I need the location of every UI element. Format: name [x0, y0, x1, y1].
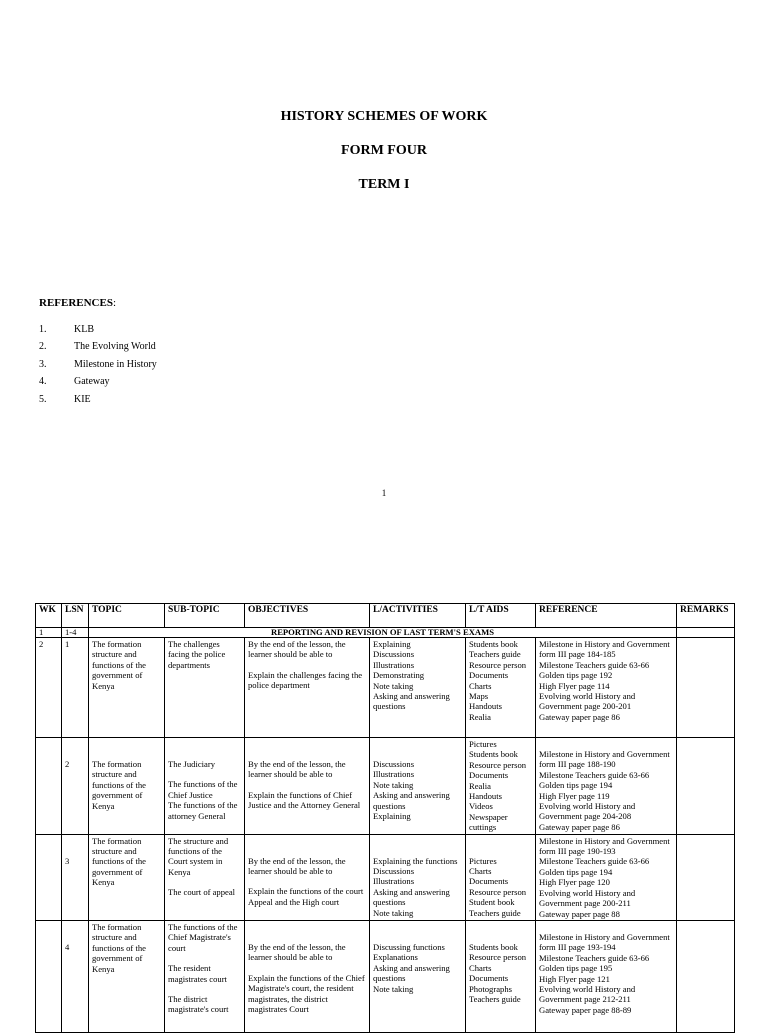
cell-activities: Discussions Illustrations Note taking Asking and answering questions Explaining	[370, 738, 466, 835]
table-row	[36, 920, 735, 1032]
term-title: TERM I	[358, 177, 410, 192]
cell-topic: The formation structure and functions of the government of Kenya	[89, 738, 165, 835]
header-aids: L/T AIDS	[466, 604, 536, 628]
cell-aids: Students book Resource person Charts Documents Photographs Teachers guide	[466, 920, 536, 1032]
cell-aids: Pictures Charts Documents Resource person Student book Teachers guide	[466, 834, 536, 920]
cell-objectives: By the end of the lesson, the learner should be able to Explain the functions of the Chief Magistrate's court, the resident magistrates, the district magistrates Court	[245, 920, 370, 1032]
cell-reference: Milestone in History and Government form III page 184-185 Milestone Teachers guide 63-66 Golden tips page 192 High Flyer page 114 Evolving world History and Government page 200-201 Gateway paper page 86	[536, 638, 677, 738]
cell-remarks	[677, 628, 735, 638]
page-number: 1	[381, 488, 387, 498]
table-row	[36, 738, 735, 835]
cell-aids: Pictures Students book Resource person Documents Realia Handouts Videos Newspaper cuttings	[466, 738, 536, 835]
cell-remarks	[677, 834, 735, 920]
references-heading: REFERENCES:	[39, 297, 117, 309]
cell-remarks	[677, 920, 735, 1032]
header-activities: L/ACTIVITIES	[370, 604, 466, 628]
cell-reference: Milestone in History and Government form III page 193-194 Milestone Teachers guide 63-66 Golden tips page 195 High Flyer page 121 Evolving world History and Government page 212-211 Gateway paper page 88-89	[536, 920, 677, 1032]
header-subtopic: SUB-TOPIC	[165, 604, 245, 628]
cell-wk: 1	[36, 628, 62, 638]
cell-activities: Discussing functions Explanations Asking and answering questions Note taking	[370, 920, 466, 1032]
cell-reference: Milestone in History and Government form III page 190-193 Milestone Teachers guide 63-66 Golden tips page 194 High Flyer page 120 Evolving world History and Government page 200-211 Gateway paper page 88	[536, 834, 677, 920]
cell-wk	[36, 738, 62, 835]
cell-reporting: REPORTING AND REVISION OF LAST TERM'S EXAMS	[89, 628, 677, 638]
form-title: FORM FOUR	[341, 143, 427, 158]
reference-item: 1. KLB	[39, 324, 94, 335]
cell-subtopic: The functions of the Chief Magistrate's court The resident magistrates court The district magistrate's court	[165, 920, 245, 1032]
cell-remarks	[677, 738, 735, 835]
document-title: HISTORY SCHEMES OF WORK	[280, 109, 488, 124]
cell-lsn: 2	[62, 738, 89, 835]
cell-objectives: By the end of the lesson, the learner should be able to Explain the functions of the court Appeal and the High court	[245, 834, 370, 920]
cell-topic: The formation structure and functions of the government of Kenya	[89, 834, 165, 920]
cell-wk	[36, 834, 62, 920]
table-row	[36, 638, 735, 738]
reference-item: 5. KIE	[39, 393, 91, 405]
cell-objectives: By the end of the lesson, the learner should be able to Explain the challenges facing the police department	[245, 638, 370, 738]
cell-aids: Students book Teachers guide Resource person Documents Charts Maps Handouts Realia	[466, 638, 536, 738]
table-row	[36, 834, 735, 920]
header-lsn: LSN	[62, 604, 89, 628]
cell-reference: Milestone in History and Government form III page 188-190 Milestone Teachers guide 63-66 Golden tips page 194 High Flyer page 119 Evolving world History and Government page 204-208 Gateway paper page 86	[536, 738, 677, 835]
cell-remarks	[677, 638, 735, 738]
cell-topic: The formation structure and functions of the government of Kenya	[89, 638, 165, 738]
references-list	[39, 324, 157, 411]
cell-activities: Explaining Discussions Illustrations Demonstrating Note taking Asking and answering questions	[370, 638, 466, 738]
header-wk: WK	[36, 604, 62, 628]
schemes-table	[35, 603, 735, 1033]
reference-item: 2. The Evolving World	[39, 341, 156, 353]
cell-subtopic: The challenges facing the police departments	[165, 638, 245, 738]
table-header-row	[36, 604, 735, 628]
table-row	[36, 628, 735, 638]
cell-lsn: 4	[62, 920, 89, 1032]
cell-lsn: 3	[62, 834, 89, 920]
cell-topic: The formation structure and functions of the government of Kenya	[89, 920, 165, 1032]
header-topic: TOPIC	[89, 604, 165, 628]
cell-lsn: 1-4	[62, 628, 89, 638]
header-reference: REFERENCE	[536, 604, 677, 628]
reference-item: 3. Milestone in History	[39, 358, 157, 370]
cell-wk	[36, 920, 62, 1032]
cell-activities: Explaining the functions Discussions Illustrations Asking and answering questions Note taking	[370, 834, 466, 920]
cell-subtopic: The Judiciary The functions of the Chief Justice The functions of the attorney General	[165, 738, 245, 835]
cell-lsn: 1	[62, 638, 89, 738]
header-objectives: OBJECTIVES	[245, 604, 370, 628]
cell-objectives: By the end of the lesson, the learner should be able to Explain the functions of Chief Justice and the Attorney General	[245, 738, 370, 835]
header-remarks: REMARKS	[677, 604, 735, 628]
cell-wk: 2	[36, 638, 62, 738]
cell-subtopic: The structure and functions of the Court system in Kenya The court of appeal	[165, 834, 245, 920]
reference-item: 4. Gateway	[39, 376, 110, 388]
